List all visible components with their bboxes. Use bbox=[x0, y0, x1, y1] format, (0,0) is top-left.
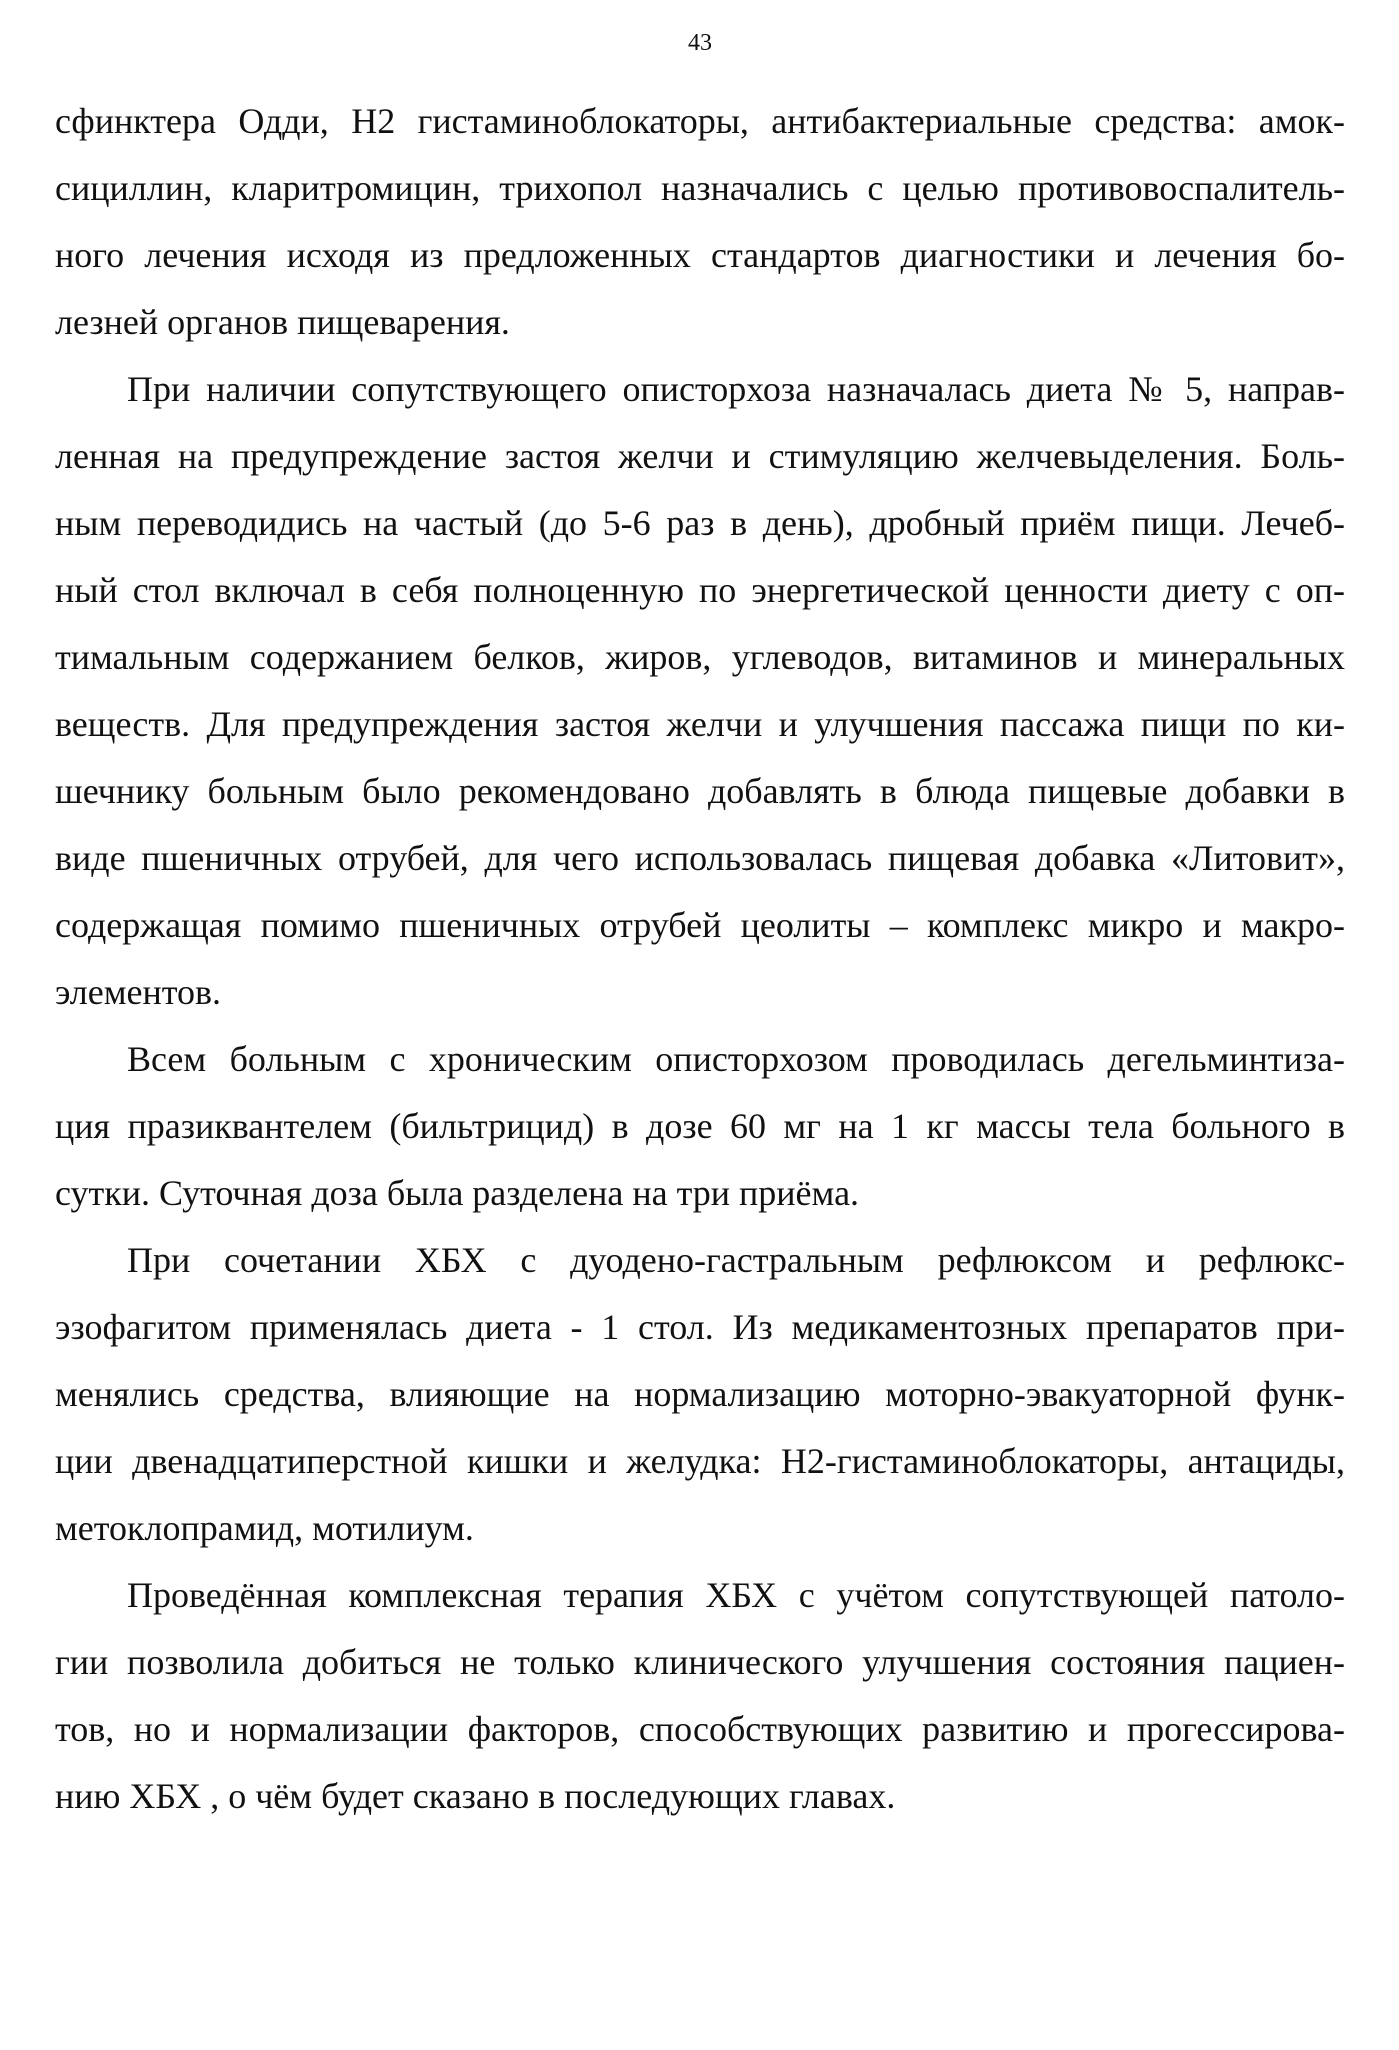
text-line: сициллин, кларитромицин, трихопол назначались с целью противовоспалитель- bbox=[55, 168, 1345, 208]
text-line: гии позволила добиться не только клинического улучшения состояния пациен- bbox=[55, 1642, 1345, 1682]
page-number: 43 bbox=[688, 30, 712, 56]
text-line: веществ. Для предупреждения застоя желчи и улучшения пассажа пищи по ки- bbox=[55, 704, 1345, 744]
text-line: виде пшеничных отрубей, для чего использовалась пищевая добавка «Литовит», bbox=[55, 838, 1345, 878]
text-line: содержащая помимо пшеничных отрубей цеолиты – комплекс микро и макро- bbox=[55, 905, 1345, 945]
text-line: лезней органов пищеварения. bbox=[55, 302, 510, 342]
paragraph-first-line: Проведённая комплексная терапия ХБХ с учётом сопутствующей патоло- bbox=[127, 1575, 1345, 1615]
text-line: ция празиквантелем (бильтрицид) в дозе 60 мг на 1 кг массы тела больного в bbox=[55, 1106, 1345, 1146]
text-line: элементов. bbox=[55, 972, 222, 1012]
text-line: метоклопрамид, мотилиум. bbox=[55, 1508, 474, 1548]
paragraph-first-line: Всем больным с хроническим описторхозом проводилась дегельминтиза- bbox=[127, 1039, 1345, 1079]
text-line: ный стол включал в себя полноценную по энергетической ценности диету с оп- bbox=[55, 570, 1345, 610]
text-line: ным переводидись на частый (до 5-6 раз в день), дробный приём пищи. Лечеб- bbox=[55, 503, 1345, 543]
text-line: ленная на предупреждение застоя желчи и стимуляцию желчевыделения. Боль- bbox=[55, 436, 1345, 476]
text-line: тов, но и нормализации факторов, способствующих развитию и прогессирова- bbox=[55, 1709, 1345, 1749]
text-line: шечнику больным было рекомендовано добавлять в блюда пищевые добавки в bbox=[55, 771, 1345, 811]
text-line: нию ХБХ , о чём будет сказано в последующих главах. bbox=[55, 1776, 896, 1816]
paragraph-first-line: При сочетании ХБХ с дуодено-гастральным рефлюксом и рефлюкс- bbox=[127, 1240, 1345, 1280]
body-text bbox=[55, 88, 1345, 1830]
text-line: тимальным содержанием белков, жиров, углеводов, витаминов и минеральных bbox=[55, 637, 1345, 677]
text-line: сфинктера Одди, Н2 гистаминоблокаторы, антибактериальные средства: амок- bbox=[55, 101, 1345, 141]
text-line: эзофагитом применялась диета - 1 стол. Из медикаментозных препаратов при- bbox=[55, 1307, 1345, 1347]
text-line: ного лечения исходя из предложенных стандартов диагностики и лечения бо- bbox=[55, 235, 1345, 275]
text-line: ции двенадцатиперстной кишки и желудка: Н2-гистаминоблокаторы, антациды, bbox=[55, 1441, 1345, 1481]
text-line: менялись средства, влияющие на нормализацию моторно-эвакуаторной функ- bbox=[55, 1374, 1345, 1414]
paragraph-first-line: При наличии сопутствующего описторхоза назначалась диета № 5, направ- bbox=[127, 369, 1345, 409]
text-line: сутки. Суточная доза была разделена на три приёма. bbox=[55, 1173, 860, 1213]
